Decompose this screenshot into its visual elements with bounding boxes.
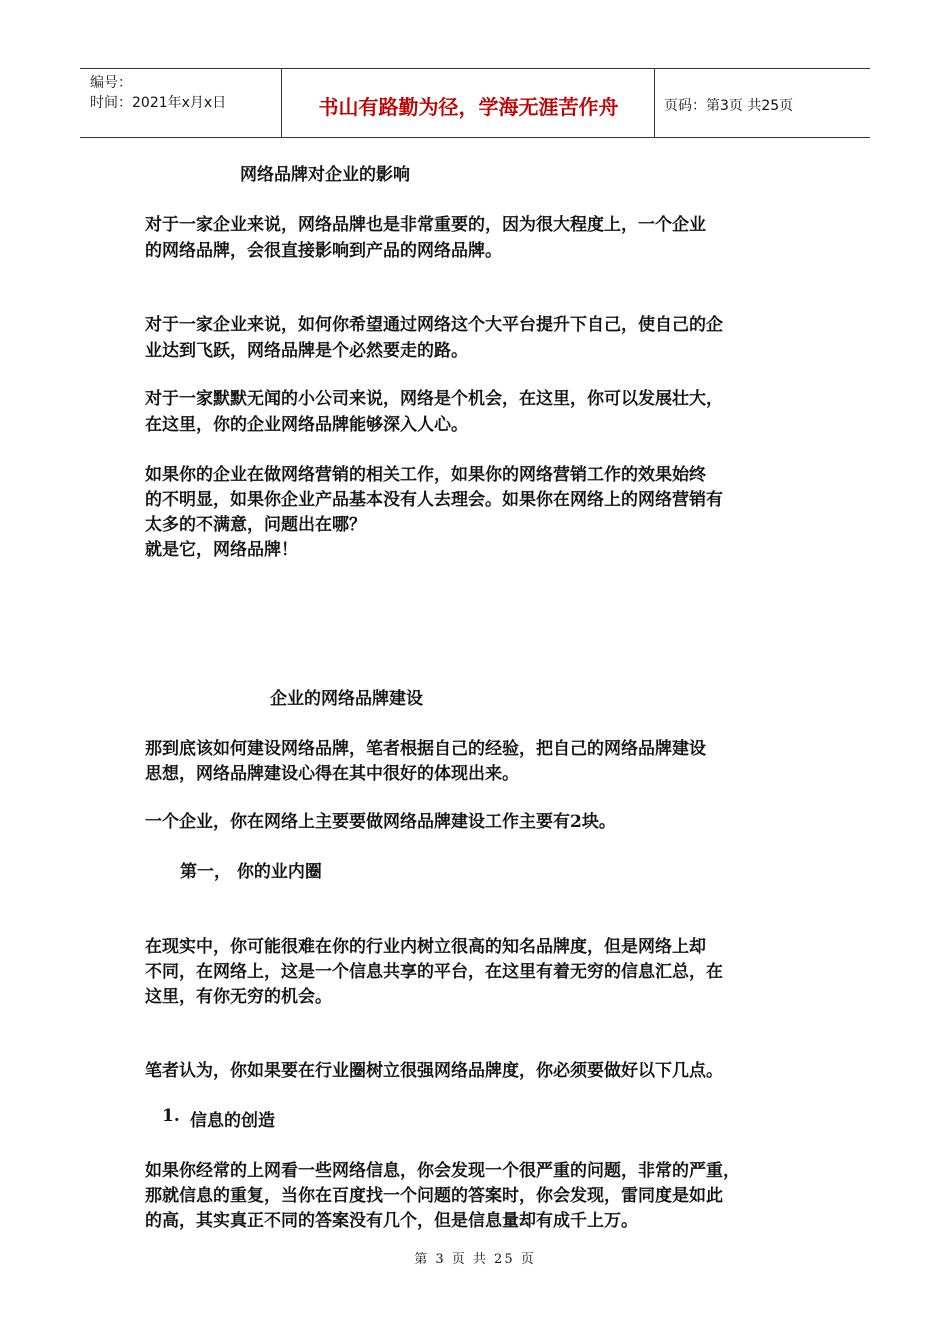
paragraph-line: 的不明显，如果你企业产品基本没有人去理会。如果你在网络上的网络营销有 [145, 490, 723, 510]
list-item-text: 信息的创造 [190, 1111, 275, 1131]
paragraph-line: 那到底该如何建设网络品牌，笔者根据自己的经验，把自己的网络品牌建设 [145, 739, 706, 759]
paragraph-line: 不同，在网络上，这是一个信息共享的平台，在这里有着无穷的信息汇总，在 [145, 962, 723, 982]
date-label: 时间：2021年x月x日 [90, 95, 227, 111]
header-page-info: 页码：第3页 共25页 [664, 98, 794, 114]
paragraph-line: 在这里，你的企业网络品牌能够深入人心。 [145, 415, 468, 435]
header-left-cell [90, 73, 226, 113]
paragraph-line: 对于一家企业来说，网络品牌也是非常重要的，因为很大程度上，一个企业 [145, 215, 706, 235]
paragraph-line: 对于一家默默无闻的小公司来说，网络是个机会，在这里，你可以发展壮大， [145, 389, 723, 409]
number-label: 编号： [90, 75, 132, 91]
header-table [80, 68, 870, 138]
paragraph-line: 的网络品牌，会很直接影响到产品的网络品牌。 [145, 241, 502, 261]
paragraph-line: 如果你的企业在做网络营销的相关工作，如果你的网络营销工作的效果始终 [145, 465, 706, 485]
section-title: 企业的网络品牌建设 [270, 689, 423, 709]
header-divider [654, 69, 655, 137]
paragraph-line: 的高，其实真正不同的答案没有几个，但是信息量却有成千上万。 [145, 1211, 638, 1231]
paragraph-line: 一个企业，你在网络上主要要做网络品牌建设工作主要有2块。 [145, 812, 616, 832]
header-motto: 书山有路勤为径，学海无涯苦作舟 [318, 95, 619, 119]
subsection-heading: 第一， 你的业内圈 [180, 862, 322, 882]
paragraph-line: 在现实中，你可能很难在你的行业内树立很高的知名品牌度，但是网络上却 [145, 937, 706, 957]
paragraph-line: 业达到飞跃，网络品牌是个必然要走的路。 [145, 341, 468, 361]
paragraph-line: 就是它，网络品牌！ [145, 540, 298, 560]
paragraph-line: 如果你经常的上网看一些网络信息，你会发现一个很严重的问题，非常的严重， [145, 1161, 740, 1181]
section-title: 网络品牌对企业的影响 [240, 165, 410, 185]
paragraph-line: 思想，网络品牌建设心得在其中很好的体现出来。 [145, 764, 519, 784]
page-footer: 第 3 页 共 25 页 [414, 1252, 536, 1267]
paragraph-line: 这里，有你无穷的机会。 [145, 987, 332, 1007]
paragraph-line: 太多的不满意，问题出在哪？ [145, 515, 366, 535]
paragraph-line: 那就信息的重复，当你在百度找一个问题的答案时，你会发现，雷同度是如此 [145, 1186, 723, 1206]
header-divider [281, 69, 282, 137]
paragraph-line: 对于一家企业来说，如何你希望通过网络这个大平台提升下自己，使自己的企 [145, 315, 723, 335]
paragraph-line: 笔者认为，你如果要在行业圈树立很强网络品牌度，你必须要做好以下几点。 [145, 1061, 723, 1081]
list-item-number: 1. [162, 1106, 180, 1126]
